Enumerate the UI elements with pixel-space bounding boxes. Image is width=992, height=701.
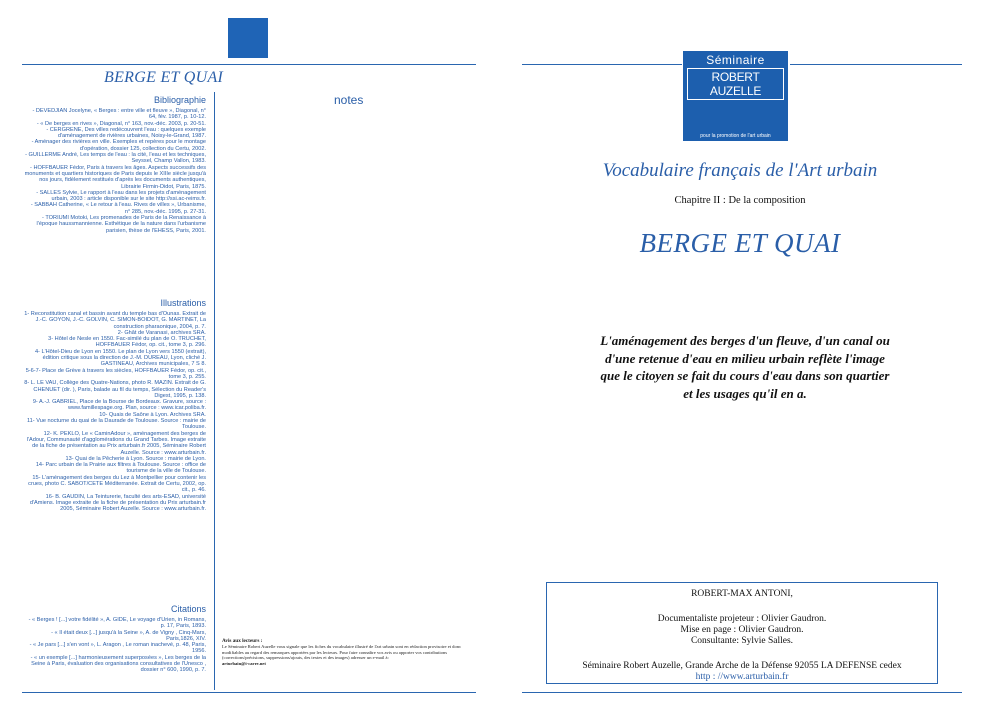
chapter-title: Chapitre II : De la composition [674,195,806,206]
blue-square-decoration [228,18,268,58]
illustration-entry: 9- A.-J. GABRIEL, Place de la Bourse de Bordeaux. Gravure, source : www.famillespage.org. Plan, source : www.icar.poliba.fr. [32,399,206,412]
top-rule-right-a [522,64,682,65]
citation-entry: - « Il était deux [...] jusqu'à la Seine », A. de Vigny , Cinq-Mars, Paris,1826, XIV. [51,629,206,642]
bibliography-entry: - SALLES Sylvie, Le rapport à l'eau dans les projets d'aménagement urbain, 2003 : article disponible sur le site http://ssi.ac-reims.fr. [36,189,206,203]
reader-notice-heading: Avis aux lecteurs : [222,638,263,644]
bibliography-entry: - GUILLERME André, Les temps de l'eau : la cité, l'eau et les techniques, Seyssel, Champ Vallon, 1983. [25,152,206,165]
bibliography-entry: - CERGRENE, Des villes redécouvrent l'eau : quelques exemple d'aménagement de rivières urbaines, Noisy-le-Grand, 1987. [46,126,206,140]
citations-section [24,604,206,674]
left-page-title: BERGE ET QUAI [104,69,224,86]
citation-entry: - « un exemple [...] harmonieusement superposées », Les berges de la Seine à Paris, évaluation des organisations consultatives de l'Unesco , dossier n° 600, 1990, p. 7. [30,654,206,674]
top-rule-left [22,64,476,65]
illustrations-section [24,298,206,513]
main-title: BERGE ET QUAI [639,228,841,258]
bibliography-entry: - « De berges en rives », Diagonal, n° 163, nov.-déc. 2003, p. 20-51. [36,120,206,127]
illustration-entry: 16- B. GAUDIN, La Teinturerie, faculté des arts-ESAD, université d'Amiens. Image extraite de la fiche de présentation du Prix arturbain.fr 2005, Séminaire Robert Auzelle. Source : www.arturbain.fr. [29,493,206,513]
seminaire-logo [683,51,788,141]
vocabulary-title: Vocabulaire français de l'Art urbain [602,160,878,181]
logo-line-3: pour la promotion de l'art urbain [700,133,771,139]
illustration-entry: 14- Parc urbain de la Prairie aux filtres à Toulouse. Source : office de tourisme de la ville de Toulouse. [35,462,206,475]
citations-heading: Citations [170,604,206,614]
bibliography-entry: - SABBAH Catherine, « Le retour à l'eau. Rives de villes », Urbanisme, n° 285, nov.-déc. 1995, p. 27-31. [30,202,206,215]
bibliography-entry: - DEVEDJIAN Jocelyne, « Berges : entre ville et fleuve », Diagonal, n° 64, fév. 1987, p. 10-12. [32,108,206,121]
bibliography-entry: - HOFFBAUER Fédor, Paris à travers les âges. Aspects successifs des monuments et quartiers historiques de Paris depuis le XIIIe siècle jusqu'à nos jours, fidèlement restitués d'après les documents authentiques, Librairie Firmin-Didot, Paris, 1875. [24,164,206,190]
logo-line-1: Séminaire [706,53,765,67]
illustration-entry: 5-6-7- Place de Grève à travers les siècles, HOFFBAUER Fédor, op. cit., tome 3, p. 255. [25,367,206,380]
credits-url-link[interactable]: http : //www.arturbain.fr [695,672,789,682]
logo-line-2: ROBERT AUZELLE [687,68,784,100]
bibliography-entry: - TORIUMI Motoki, Les promenades de Paris de la Renaissance à l'époque haussmannienne. Esthétique de la nature dans l'urbanisme parisien, thèse de l'EHESS, Paris, 2001. [36,215,206,234]
bottom-rule-left [22,692,476,693]
notes-heading: notes [334,93,364,107]
definition-quote: L'aménagement des berges d'un fleuve, d'un canal ou d'une retenue d'eau en milieu urbain reflète l'image que le citoyen se fait du cours d'eau dans son quartier et les usages qu'il en a. [600,333,890,401]
credits-documentalist: Documentaliste projeteur : Olivier Gaudron. [657,614,827,624]
citation-entry: - « Berges ! [...] votre fidélité », A. GIDE, Le voyage d'Urien, in Romans, p. 17, Paris, 1893. [28,617,206,630]
reader-notice [222,638,477,666]
bibliography-section [24,95,206,234]
bottom-rule-right [522,692,962,693]
column-divider [214,92,215,690]
bibliography-entry: - Aménager des rivières en ville. Exemples et repères pour le montage d'opération, dossier 125, collection du Certu, 2002. [31,139,206,152]
credits-box [546,582,938,684]
illustration-entry: 2- Ghât de Varanasi, archives SRA. [117,329,206,336]
illustration-entry: 8- L. LE VAU, Collège des Quatre-Nations, photo R. MAZIN. Extrait de G. CHENUET (dir. ), Paris, balade au fil du temps, Sélection du Reader's Digest, 1995, p. 138. [24,380,206,399]
top-rule-right-b [790,64,962,65]
credits-author: ROBERT-MAX ANTONI, [691,589,793,599]
illustration-entry: 13- Quai de la Pêcherie à Lyon. Source : mairie de Lyon. [65,455,206,462]
illustration-entry: 10- Quais de Saône à Lyon. Archives SRA. [99,411,206,418]
reader-notice-text: Le Séminaire Robert Auzelle vous signale que les fiches du vocabulaire illustré de l'art urbain sont en rédaction provisoire et donc modifiables au regard des remarques apportées par les lecteurs. Pour faire connaître vos avis ou apporter vos contributions (corrections/précisions, suppressions/ajouts, des textes et des images) adresser un e-mail à: [222,644,462,661]
illustration-entry: 1- Reconstitution canal et bassin avant du temple bas d'Ounas. Extrait de J.-C. GOYON, J.-C. GOLVIN, C. SIMON-BOIDOT, G. MARTINET, La construction pharaonique, 2004, p. 7. [24,311,206,330]
citation-entry: - « Je pars [...] s'en vont », L. Aragon , Le roman inachevé, p. 48, Paris, 1956. [29,642,206,655]
illustrations-heading: Illustrations [160,298,206,308]
credits-address: Séminaire Robert Auzelle, Grande Arche de la Défense 92055 LA DEFENSE cedex [582,661,902,671]
credits-consultant: Consultante: Sylvie Salles. [690,636,794,646]
bibliography-heading: Bibliographie [153,95,206,105]
illustration-entry: 12- K. PEKLO, Le « CaminAdour », aménagement des berges de l'Adour, Communauté d'agglomérations du Grand Tarbes. Image extraite de la fiche de présentation au Prix arturbain.fr 2005, Séminaire Robert Auzelle. Source : www.arturbain.fr. [26,430,206,456]
illustration-entry: 15- L'aménagement des berges du Lez à Montpellier pour contenir les crues, photo C. SABOT/CETE Méditerranée. Extrait de Certu, 2002, op. cit., p. 46. [28,474,206,494]
illustration-entry: 3- Hôtel de Nesle en 1550. Fac-similé du plan de O. TRUCHET, HOFFBAUER Fédor, op. cit., tome 3, p. 296. [48,336,206,349]
reader-notice-email[interactable]: arturbain@i-carre.net [222,660,266,666]
illustration-entry: 4- L'Hôtel-Dieu de Lyon en 1550. Le plan de Lyon vers 1550 (extrait), édition critique sous la direction de J.-M. DUREAU, Lyon, cliché J. GASTINEAU, Archives municipales, 7 S 8. [34,348,206,368]
illustration-entry: 11- Vue nocturne du quai de la Daurade de Toulouse. Source : mairie de Toulouse. [26,418,206,431]
credits-layout: Mise en page : Olivier Gaudron. [680,625,804,635]
